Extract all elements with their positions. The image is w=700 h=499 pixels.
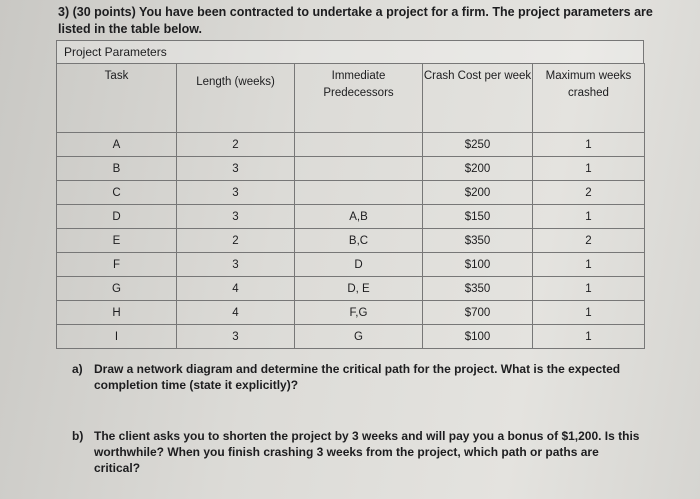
- cell-crash-cost: $100: [423, 325, 533, 349]
- header-task: Task: [57, 64, 177, 133]
- header-predecessors: Immediate Predecessors: [295, 64, 423, 133]
- cell-predecessors: F,G: [295, 301, 423, 325]
- part-b: [72, 428, 642, 476]
- cell-task: C: [57, 181, 177, 205]
- header-length: Length (weeks): [177, 64, 295, 133]
- cell-predecessors: [295, 181, 423, 205]
- cell-length: 3: [177, 157, 295, 181]
- table-row: [57, 277, 645, 301]
- cell-max-weeks: 1: [533, 133, 645, 157]
- table-row: [57, 325, 645, 349]
- header-max-weeks: Maximum weeks crashed: [533, 64, 645, 133]
- cell-predecessors: D: [295, 253, 423, 277]
- cell-length: 3: [177, 325, 295, 349]
- cell-crash-cost: $700: [423, 301, 533, 325]
- cell-length: 4: [177, 301, 295, 325]
- cell-task: E: [57, 229, 177, 253]
- cell-max-weeks: 1: [533, 253, 645, 277]
- cell-predecessors: D, E: [295, 277, 423, 301]
- table-row: [57, 205, 645, 229]
- table-row: [57, 133, 645, 157]
- cell-length: 2: [177, 229, 295, 253]
- cell-crash-cost: $250: [423, 133, 533, 157]
- cell-predecessors: A,B: [295, 205, 423, 229]
- parameters-grid: [56, 63, 645, 349]
- table-row: [57, 181, 645, 205]
- cell-max-weeks: 1: [533, 301, 645, 325]
- cell-length: 3: [177, 181, 295, 205]
- cell-task: F: [57, 253, 177, 277]
- header-row: [57, 64, 645, 133]
- cell-task: A: [57, 133, 177, 157]
- cell-length: 3: [177, 205, 295, 229]
- cell-crash-cost: $100: [423, 253, 533, 277]
- cell-crash-cost: $200: [423, 157, 533, 181]
- cell-crash-cost: $350: [423, 277, 533, 301]
- cell-predecessors: [295, 157, 423, 181]
- cell-task: G: [57, 277, 177, 301]
- cell-crash-cost: $150: [423, 205, 533, 229]
- cell-length: 2: [177, 133, 295, 157]
- table-caption: Project Parameters: [56, 40, 644, 63]
- part-a-text: Draw a network diagram and determine the critical path for the project. What is the expected completion time (state it explicitly)?: [94, 362, 621, 392]
- header-crash-cost: Crash Cost per week: [423, 64, 533, 133]
- question-text: 3) (30 points) You have been contracted to undertake a project for a firm. The project parameters are listed in the table below.: [58, 5, 653, 36]
- cell-task: H: [57, 301, 177, 325]
- table-row: [57, 157, 645, 181]
- cell-predecessors: G: [295, 325, 423, 349]
- cell-crash-cost: $200: [423, 181, 533, 205]
- table-row: [57, 253, 645, 277]
- project-parameters-table: [56, 40, 644, 349]
- cell-length: 4: [177, 277, 295, 301]
- cell-max-weeks: 2: [533, 181, 645, 205]
- table-row: [57, 301, 645, 325]
- cell-predecessors: [295, 133, 423, 157]
- part-b-text: The client asks you to shorten the project by 3 weeks and will pay you a bonus of $1,200. Is this worthwhile? When you finish crashing 3 weeks from the project, which path or paths are critical?: [94, 429, 640, 475]
- cell-max-weeks: 1: [533, 277, 645, 301]
- cell-task: B: [57, 157, 177, 181]
- cell-max-weeks: 1: [533, 205, 645, 229]
- part-a: [72, 361, 642, 393]
- cell-length: 3: [177, 253, 295, 277]
- part-b-label: b): [72, 429, 84, 443]
- cell-task: D: [57, 205, 177, 229]
- cell-crash-cost: $350: [423, 229, 533, 253]
- cell-predecessors: B,C: [295, 229, 423, 253]
- cell-max-weeks: 1: [533, 157, 645, 181]
- part-a-label: a): [72, 362, 83, 376]
- table-row: [57, 229, 645, 253]
- cell-max-weeks: 2: [533, 229, 645, 253]
- cell-task: I: [57, 325, 177, 349]
- cell-max-weeks: 1: [533, 325, 645, 349]
